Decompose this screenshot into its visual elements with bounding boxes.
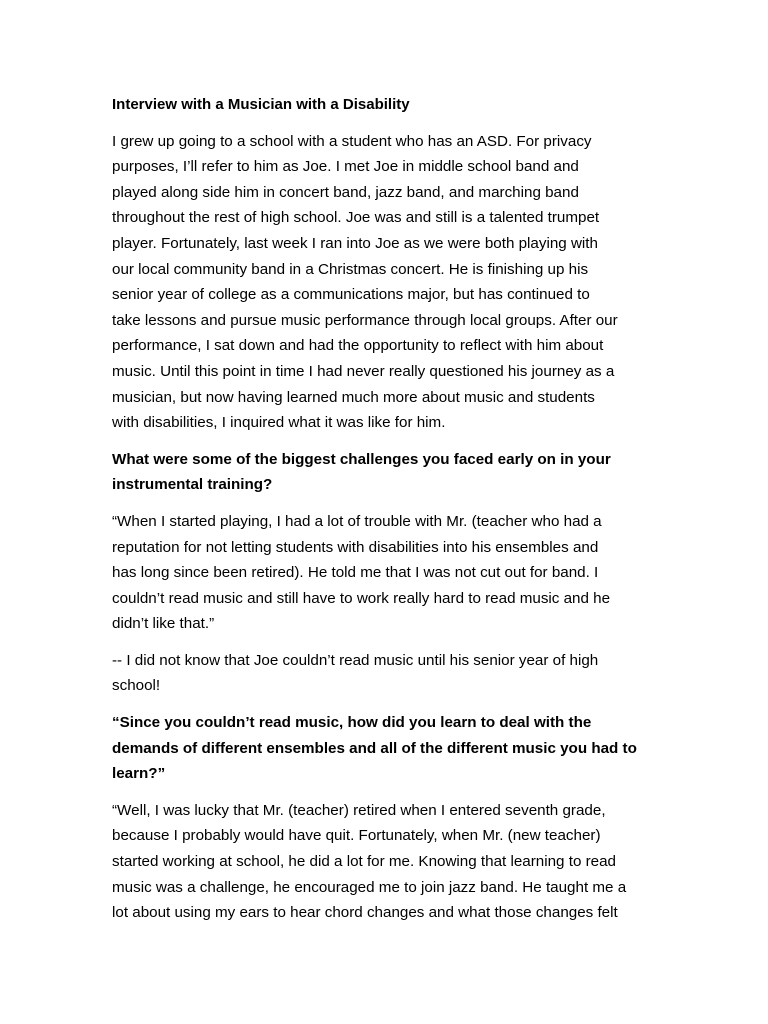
paragraph bbox=[112, 798, 658, 926]
text-line: player. Fortunately, last week I ran into Joe as we were both playing with bbox=[112, 234, 598, 252]
document-title: Interview with a Musician with a Disability bbox=[112, 96, 410, 113]
text-line: with disabilities, I inquired what it was like for him. bbox=[112, 414, 446, 432]
interview-question bbox=[112, 447, 658, 498]
paragraph bbox=[112, 129, 658, 436]
text-line: has long since been retired). He told me that I was not cut out for band. I bbox=[112, 564, 599, 582]
text-line: take lessons and pursue music performance through local groups. After our bbox=[112, 311, 618, 329]
text-line: throughout the rest of high school. Joe was and still is a talented trumpet bbox=[112, 209, 600, 227]
text-line: our local community band in a Christmas concert. He is finishing up his bbox=[112, 260, 589, 278]
text-line: purposes, I’ll refer to him as Joe. I met Joe in middle school band and bbox=[112, 158, 579, 176]
text-line: didn’t like that.” bbox=[112, 615, 215, 633]
text-line: “When I started playing, I had a lot of trouble with Mr. (teacher who had a bbox=[112, 512, 602, 530]
text-line: What were some of the biggest challenges you faced early on in your bbox=[112, 450, 611, 468]
text-line: “Well, I was lucky that Mr. (teacher) retired when I entered seventh grade, bbox=[112, 801, 606, 819]
text-line: music. Until this point in time I had never really questioned his journey as a bbox=[112, 362, 615, 380]
text-line: because I probably would have quit. Fortunately, when Mr. (new teacher) bbox=[112, 827, 601, 845]
document-page bbox=[112, 92, 658, 937]
paragraph bbox=[112, 648, 658, 699]
text-line: instrumental training? bbox=[112, 476, 273, 494]
text-line: senior year of college as a communications major, but has continued to bbox=[112, 286, 590, 304]
interview-question bbox=[112, 710, 658, 787]
text-line: lot about using my ears to hear chord changes and what those changes felt bbox=[112, 904, 618, 922]
text-line: started working at school, he did a lot for me. Knowing that learning to read bbox=[112, 853, 617, 871]
text-line: -- I did not know that Joe couldn’t read music until his senior year of high bbox=[112, 651, 599, 669]
text-line: performance, I sat down and had the opportunity to reflect with him about bbox=[112, 337, 604, 355]
text-line: learn?” bbox=[112, 765, 166, 783]
document-body bbox=[112, 129, 658, 926]
text-line: “Since you couldn’t read music, how did you learn to deal with the bbox=[112, 714, 592, 732]
paragraph bbox=[112, 509, 658, 637]
text-line: reputation for not letting students with disabilities into his ensembles and bbox=[112, 538, 599, 556]
text-line: I grew up going to a school with a student who has an ASD. For privacy bbox=[112, 132, 592, 150]
text-line: couldn’t read music and still have to work really hard to read music and he bbox=[112, 589, 611, 607]
text-line: musician, but now having learned much more about music and students bbox=[112, 388, 595, 406]
text-line: music was a challenge, he encouraged me to join jazz band. He taught me a bbox=[112, 878, 627, 896]
text-line: played along side him in concert band, jazz band, and marching band bbox=[112, 183, 579, 201]
text-line: school! bbox=[112, 677, 161, 695]
text-line: demands of different ensembles and all of the different music you had to bbox=[112, 739, 637, 757]
